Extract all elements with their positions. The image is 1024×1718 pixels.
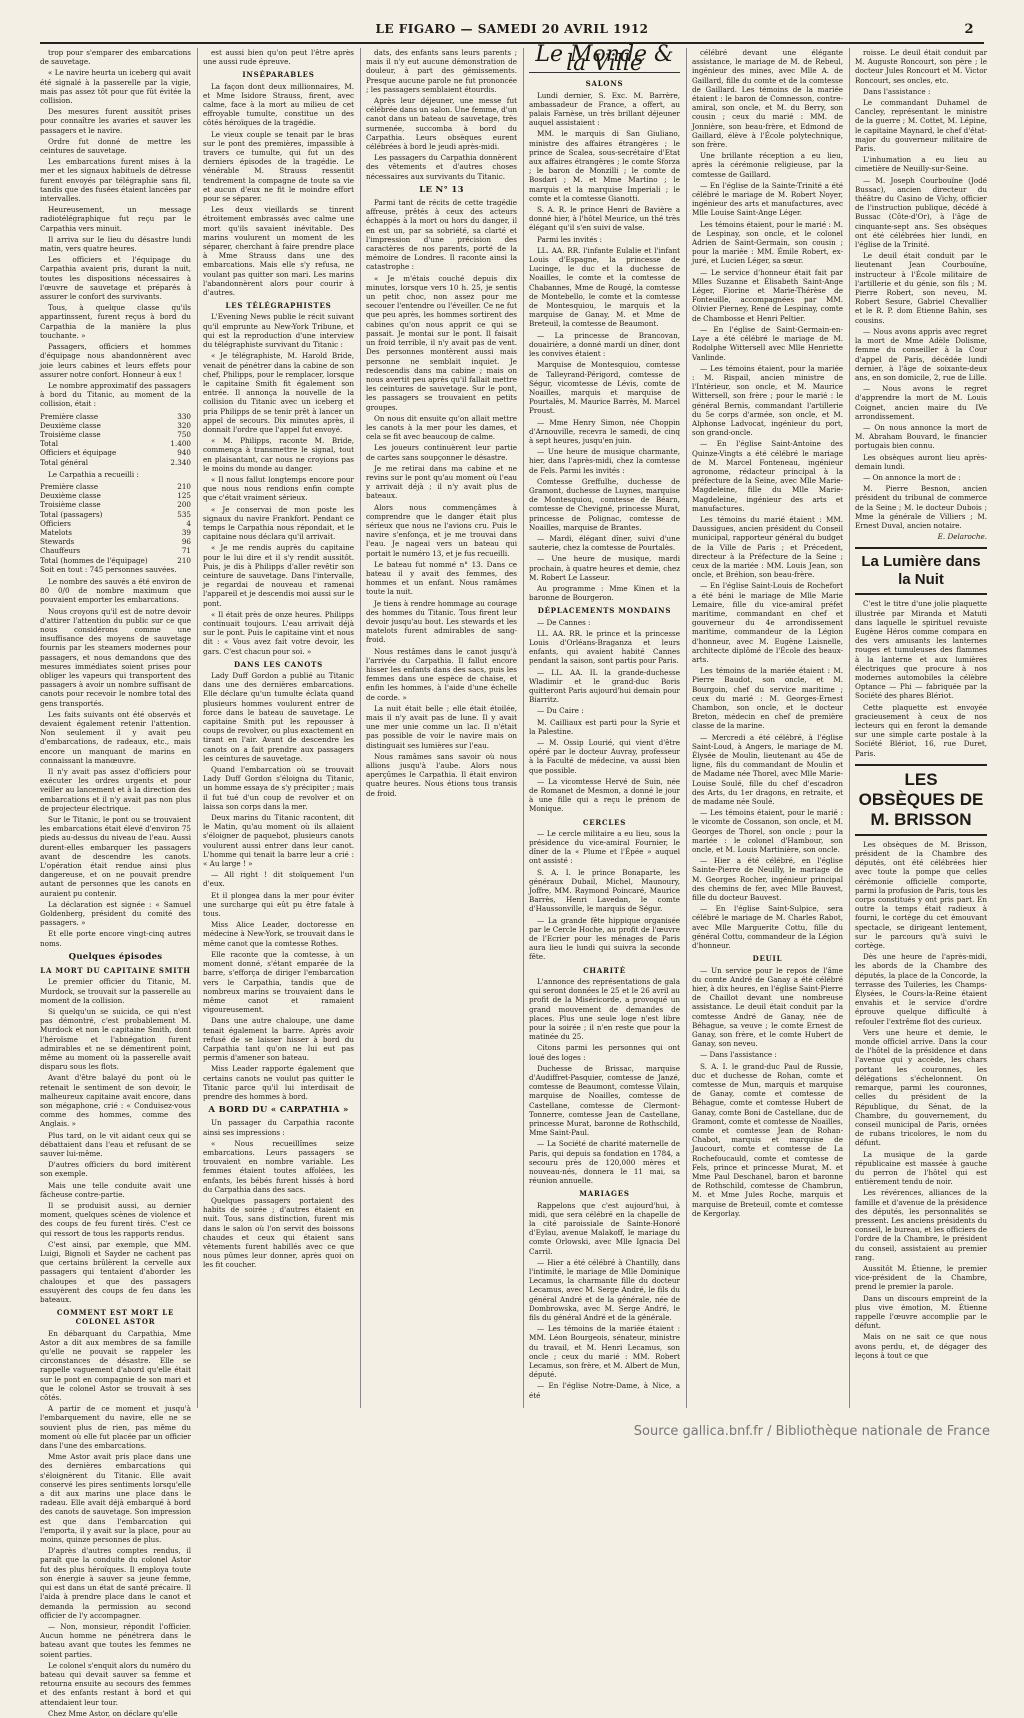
article-paragraph: « Il nous fallut longtemps encore pour que nous nous rendions enfin compte que c'était vraiment sérieux. xyxy=(203,474,354,503)
article-paragraph: Le premier officier du Titanic, M. Murdock, se trouvait sur la passerelle au moment de la collision. xyxy=(40,977,191,1005)
column-rule xyxy=(849,48,850,1408)
article-paragraph: — On nous annonce la mort de M. Abraham Bouvard, le financier portugais bien connu. xyxy=(855,422,987,451)
article-paragraph: Chez Mme Astor, on déclare qu'elle xyxy=(48,1708,178,1718)
article-paragraph: Le nombre approximatif des passagers à bord du Titanic, au moment de la collision, était : xyxy=(40,380,191,409)
article-paragraph: Aussitôt M. Étienne, le premier vice-président de la Chambre, prend le premier la parole. xyxy=(855,1263,987,1292)
article-paragraph: S. A. R. le prince Henri de Bavière a donné hier, à l'hôtel Meurice, un thé très élégant qu'il s'en suivi de valse. xyxy=(529,205,680,233)
article-paragraph: Parmi les invités : xyxy=(537,234,602,244)
article-paragraph: Les témoins étaient, pour le marié : M. de Lespinay, son oncle, et le colonel Adrien de Saint-Germain, son cousin ; pour la mariée : MM. Émile Robert, ex-juré, et Lucien Léger, sa sœur. xyxy=(692,219,843,266)
article-paragraph: Nous restâmes dans le canot jusqu'à l'arrivée du Carpathia. Il fallut encore hisser les enfants dans des sacs, puis les femmes dans une espèce de chaise, et enfin les hommes, à l'aide d'une échelle de corde. » xyxy=(366,646,517,702)
boxed-title-brisson xyxy=(855,764,987,836)
article-paragraph: Je tiens à rendre hommage au courage des hommes du Titanic. Tous firent leur devoir jusqu'au bout. Les stewards et les matelots furent admirables de sang-froid. xyxy=(366,598,517,645)
article-paragraph: MM. le marquis di San Giuliano, ministre des affaires étrangères ; le prince de Scalea, sous-secrétaire d'Etat aux affaires étrangères ; le comte Sforza ; le baron de Monzilli ; le comte de Bosdari ; M. et Mme Martino ; le marquis et la marquise Imperiali ; le comte et la comtesse Gianotti. xyxy=(529,129,680,203)
article-paragraph: Dans l'assistance : xyxy=(863,86,931,96)
article-paragraph: L'annonce des représentations de gala qui seront données le 25 et le 26 avril au profit de la Miséricorde, a provoqué un grand mouvement de demandes de places. Plus une seule loge n'est libre pour la soirée ; il n'en reste que pour la matinée du 25. xyxy=(529,976,680,1042)
article-paragraph: — La Société de charité maternelle de Paris, qui depuis sa fondation en 1784, a secouru près de 120,000 mères et nouveau-nés, donnera le 11 mai, sa réunion annuelle. xyxy=(529,1139,680,1186)
article-paragraph: Marquise de Montesquiou, comtesse de Talleyrand-Périgord, comtesse de Ségur, vicomtesse de Lévis, comte de Noailles, marquis et marquise de Pourtalès, M. Maurice Barrès, M. Marcel Proust. xyxy=(529,360,680,416)
article-paragraph: La nuit était belle ; elle était étoilée, mais il n'y avait pas de lune. Il y avait une mer unie comme un lac. Il n'était pas possible de voir le navire mais on distinguait ses lumières sur l'eau. xyxy=(366,703,517,750)
article-paragraph: Et elle porte encore vingt-cinq autres noms. xyxy=(40,929,191,948)
article-paragraph: — En l'église de Saint-Germain-en-Laye a été célébré le mariage de M. Rodolphe Wittersell avec Mlle Henriette Vanlinde. xyxy=(692,324,843,362)
stats-value: 96 xyxy=(181,537,191,547)
article-paragraph: — Dans l'assistance : xyxy=(700,1050,777,1060)
article-paragraph: Des mesures furent aussitôt prises pour connaître les avaries et sauver les passagers et le navire. xyxy=(40,107,191,135)
stats-value: 71 xyxy=(181,546,191,556)
article-paragraph: — En l'église Saint-Antoine des Quinze-Vingts a été célébré le mariage de M. Marcel Fonteneau, ingénieur agronome, rédacteur principal à la préfecture de la Seine, avec Mlle Marie-Magdeleine, fille du Mlle Marie-Magdeleine, ingénieur des arts et manufactures. xyxy=(692,439,843,513)
stats-value: 125 xyxy=(177,491,191,501)
source-footer: Source gallica.bnf.fr / Bibliothèque nationale de France xyxy=(633,1424,990,1439)
column-5 xyxy=(692,48,843,1408)
article-paragraph: — La grande fête hippique organisée par le Cercle Hoche, au profit de l'œuvre de l'Ecrier pour les ménages de Paris aura lieu le lundi qui suivra la seconde fête. xyxy=(529,915,680,962)
boxed-title-lumiere xyxy=(855,547,987,595)
article-paragraph: — All right ! dit stoïquement l'un d'eux. xyxy=(203,870,354,889)
article-paragraph: — Nous avons le regret d'apprendre la mort de M. Louis Coignet, ancien maire du IVe arrondissement. xyxy=(855,384,987,421)
article-paragraph: Il arriva sur le lieu du désastre lundi matin, vers quatre heures. xyxy=(40,234,191,254)
article-paragraph: LL. AA. RR. l'infante Eulalie et l'infant Louis d'Espagne, la princesse de Lucinge, le duc et la duchesse de Noailles, le comte et la comtesse de Chabannes, Mme de Rougé, la comtesse de Montebello, le comte et la comtesse de Montesquiou, le marquis et la marquise de Ganay, M. et Mme de Breteuil, la comtesse de Beaumont. xyxy=(529,245,680,329)
article-paragraph: — Hier a été célébré à Chantilly, dans l'intimité, le mariage de Mlle Dominique Lecamus, la charmante fille du docteur Lecamus, avec M. Serge André, le fils du général André et de la générale, née de Dombrowska, avec M. Serge André, le fils du général André et de la générale. xyxy=(529,1257,680,1322)
article-paragraph: Après leur déjeuner, une messe fut célébrée dans un salon. Une femme, d'un canot dans un bateau de sauvetage, très surmenée, succomba à bord du Carpathia. Leurs obsèques eurent célébrées à bord le jeudi après-midi. xyxy=(366,96,517,152)
stats-label: Deuxième classe xyxy=(40,491,101,501)
article-paragraph: C'est le titre d'une jolie plaquette illustrée par Miranda et Matuti dans laquelle le spirituel revuiste Eugène Héros comme compara en des vers amusants les lanternes rouges et tumuleuses des flammes à la lanterne et aux lumières électriques que procure à nos modernes automobiles la célèbre Optance — Phi — fabriquée par la Société des phares Blériot. xyxy=(855,599,987,701)
stats-row xyxy=(40,421,191,430)
article-paragraph: « Je conservai de mon poste les signaux du navire Frankfort. Pendant ce temps le Carpathia nous répondait, et le capitaine nous déclara qu'il arrivait. xyxy=(203,504,354,542)
heading-deuil: DEUIL xyxy=(752,954,783,964)
article-paragraph: Au programme : Mme Kinen et la baronne de Bourgeron. xyxy=(529,583,680,603)
article-paragraph: Le colonel s'enquit alors du numéro du bateau qui devait sauver sa femme et retourna ensuite au secours des femmes et des enfants restant à bord et qui attendaient leur tour. xyxy=(40,1660,191,1707)
article-paragraph: — En l'église Saint-Louis de Rochefort a été béni le mariage de Mlle Marie Lemaire, fille du vice-amiral préfet maritime, commandant en chef et gouverneur du 4e arrondissement maritime, commandeur de la Légion d'honneur, avec M. Eugène Laisnelle, architecte diplômé de l'École des beaux-arts. xyxy=(692,581,843,664)
article-paragraph: — Le service d'honneur était fait par Mlles Suzanne et Élisabeth Saint-Ange Léger, Fiorine et Marie-Thérèse de Fonteuille, accompagnées par MM. Olivier Pierney, René de Lespinay, comte de Chambosse et Henri Peltier. xyxy=(692,267,843,323)
article-paragraph: La musique de la garde républicaine est massée à gauche du perron de l'hôtel qui est entièrement tendu de noir. xyxy=(855,1149,987,1187)
stats-label: Première classe xyxy=(40,411,99,421)
article-paragraph: Mais une telle conduite avait une fâcheuse contre-partie. xyxy=(40,1180,191,1199)
heading-le13: LE N° 13 xyxy=(419,184,464,195)
article-paragraph: — La princesse de Brancovan, douairière, a donné mardi un dîner, dont les convives étaient : xyxy=(529,330,680,359)
article-paragraph: — Un service pour le repos de l'âme du comte André de Ganay a été célébré hier, à dix heures, en l'église Saint-Pierre de Chaillot devant une nombreuse assistance. Le deuil était conduit par la comtesse André de Ganay, née de Béhague, sa veuve ; le comte Ernest de Ganay, son frère, et le comte Hubert de Ganay, son neveu. xyxy=(692,965,843,1049)
article-paragraph: Le bateau fut nommé n° 13. Dans ce bateau il y avait des femmes, des hommes et un enfant. Nous ramâmes toute la nuit. xyxy=(366,559,517,597)
article-paragraph: Rappelons que c'est aujourd'hui, à midi, que sera célébré en la chapelle de la cité paroissiale de Sainte-Honoré d'Eylau, avenue Malakoff, le mariage du comte Orlowski, avec Mlle Ignacia Del Carril. xyxy=(529,1200,680,1256)
article-paragraph: La façon dont deux millionnaires, M. et Mme Isidore Strauss, firent, avec calme, face à la mort au milieu de cet effroyable tumulte, constitue un des côtés héroïques de la tragédie. xyxy=(203,81,354,128)
article-paragraph: « Nous recueillîmes seize embarcations. Leurs passagers se trouvaient en nombre variable. Les femmes étaient toutes affolées, les enfants, les bébés furent hissés à bord du Carpathia dans des sacs. xyxy=(203,1138,354,1194)
article-paragraph: Heureusement, un message radiotélégraphique fut reçu par le Carpathia vers minuit. xyxy=(40,205,191,233)
heading-carpathia: A BORD DU « CARPATHIA » xyxy=(208,1105,349,1116)
article-paragraph: Sur le Titanic, le pont ou se trouvaient les embarcations était élevé d'environ 75 pieds au-dessus du niveau de l'eau. Aussi durent-elles embarquer les passagers avant de descendre les canots. L'opération était rendue ainsi plus dangereuse, et on ne pouvait prendre autant de personnes que les canots en auraient pu contenir. xyxy=(40,815,191,898)
article-paragraph: A partir de ce moment et jusqu'à l'embarquement du navire, elle ne se souvient plus de rien, pas même du moment où elle fut placée par un officier dans l'une des embarcations. xyxy=(40,1404,191,1451)
heading-telegraphistes: LES TÉLÉGRAPHISTES xyxy=(225,301,332,311)
article-paragraph: Nous croyons qu'il est de notre devoir d'attirer l'attention du public sur ce que nous considérons comme une insuffisance des moyens de sauvetage fournis par les steamers modernes pour passagers, et nous demandons que des mesures immédiates soient prises pour obliger les vapeurs qui transportent des passagers à avoir un nombre suffisant de canots pour recevoir le nombre total des gens transportés. xyxy=(40,606,191,708)
article-paragraph: Le commandant Duhamel de Cancley, représentant le ministre de la guerre ; M. Cottet, M. Lépine, le capitaine Maynard, le chef d'état-major du gouverneur militaire de Paris. xyxy=(855,98,987,154)
article-paragraph: — Non, monsieur, répondit l'officier. Aucun homme ne pénétrera dans le bateau avant que toutes les femmes ne soient parties. xyxy=(40,1621,191,1659)
article-paragraph: On nous dit ensuite qu'on allait mettre les canots à la mer pour les dames, et cela se fit avec beaucoup de calme. xyxy=(366,413,517,442)
article-paragraph: — Nous avons appris avec regret la mort de Mme Adèle Dolisme, femme du conseiller à la Cour d'appel de Paris, décédée lundi dernier, à l'âge de soixante-deux ans, en son domicile, 2, rue de Lille. xyxy=(855,326,987,382)
stats-label: Troisième classe xyxy=(40,429,101,439)
article-paragraph: Ordre fut donné de mettre les ceintures de sauvetage. xyxy=(40,136,191,156)
article-paragraph: Les témoins de la mariée étaient : M. Pierre Baudot, son oncle, et M. Bourgoin, chef du service maritime ; ceux du marié : M. Georges-Ernest Chambon, son oncle, et le docteur Breton, médecin en chef de première classe de la marine. xyxy=(692,666,843,731)
heading-mort-smith: LA MORT DU CAPITAINE SMITH xyxy=(40,966,191,976)
article-paragraph: S. A. I. le prince Bonaparte, les généraux Dubail, Michel, Maunoury, Joffre, MM. Raymond Poincaré, Maurice Barrès, Henri Lavedan, le comte d'Haussonville, le marquis de Ségur. xyxy=(529,867,680,914)
column-6 xyxy=(855,48,987,1408)
article-paragraph: M. Cailliaux est parti pour la Syrie et la Palestine. xyxy=(529,717,680,736)
article-paragraph: « Je m'étais couché depuis dix minutes, lorsque vers 10 h. 25, je sentis un petit choc, non assez pour me secouer l'entendre ou l'éveiller. Ce ne fut que peu après, les hommes sortirent des cabines qu'on nous apprit ce qui se passait. Je montai sur le pont. Il faisait un froid terrible, il n'y avait pas de vent. Des personnes montèrent aussi mais personne ne semblait inquiet. Je redescendis dans ma cabine ; mais on nous avertit peu après qu'il fallait mettre les ceintures de sauvetage. Sur le pont, les passagers se trouvaient en petits groupes. xyxy=(366,273,517,412)
article-paragraph: — En l'église Saint-Sulpice, sera célébré le mariage de M. Charles Rabot, avec Mlle Marguerite Cottu, fille du général Cottu, commandeur de la Légion d'honneur. xyxy=(692,904,843,951)
article-paragraph: L'Evening News publie le récit suivant qu'il emprunte au New-York Tribune, et qui est la reproduction d'une interview du télégraphiste survivant du Titanic : xyxy=(203,312,354,350)
column-4 xyxy=(529,42,680,1408)
column-1 xyxy=(40,48,191,1718)
heading-charite: CHARITÉ xyxy=(583,965,626,975)
article-paragraph: C'est ainsi, par exemple, que MM. Luigi, Bignoli et Sayder ne cachent pas que certains brûlèrent la cervelle aux passagers qui tentaient d'aborder les chaloupes et que des passagers essuyèrent des coups de feu dans les bateaux. xyxy=(40,1239,191,1304)
article-paragraph: Les passagers du Carpathia donnèrent des vêtements et d'autres choses nécessaires aux survivants du Titanic. xyxy=(366,153,517,181)
stats-label: Première classe xyxy=(40,481,99,491)
article-paragraph: Les témoins du marié étaient : MM. Daussigues, ancien président du Conseil municipal, rapporteur général du budget de la Ville de Paris ; et Précedent, directeur à la Préfecture de la Seine ; ceux de la mariée : MM. Louis Jean, son oncle, et Bréhion, son beau-frère. xyxy=(692,514,843,580)
stats-label: Total xyxy=(40,439,59,449)
signature: E. Delaroche. xyxy=(937,532,987,542)
column-rule xyxy=(686,48,687,1408)
article-paragraph: Citons parmi les personnes qui ont loué des loges : xyxy=(529,1043,680,1062)
stats-row xyxy=(40,546,191,555)
article-paragraph: Les révérences, alliances de la famille et d'avenue de la présidence des députés, les personnalités se pressent. Les anciens présidents du conseil, le bureau, et les officiers de l'ordre de la Chambre, le président du conseil, assistaient au premier rang. xyxy=(855,1188,987,1262)
article-paragraph: — Hier a été célébré, en l'église Sainte-Pierre de Neuilly, le mariage de M. Georges Rocher, ingénieur principal des chemins de fer, avec Mlle Bauvest, fille du docteur Bauvest. xyxy=(692,856,843,903)
article-paragraph: Miss Leader rapporte également que certains canots ne voulut pas quitter le Titanic parce qu'il lui interdisait de prendre des hommes à bord. xyxy=(203,1064,354,1101)
column-3 xyxy=(366,48,517,1408)
page-header xyxy=(40,18,984,40)
article-paragraph: Quelques passagers portaient des habits de soirée ; d'autres étaient en nuit. Tous, sans distinction, furent mis dans le salon où l'on servit des boissons chaudes et ceux qui étaient sans vêtements furent habillés avec ce que nous pûmes leur donner, après quoi on les fit coucher. xyxy=(203,1195,354,1270)
stats-row xyxy=(40,448,191,457)
stats-row xyxy=(40,458,191,467)
article-paragraph: — Mme Henry Simon, née Choppin d'Arnouville, recevra le samedi, de cinq à sept heures, jusqu'en juin. xyxy=(529,417,680,445)
article-paragraph: « Il était près de onze heures. Philipps continuait toujours. L'eau arrivait déjà sur le pont. Puis le capitaine vint et nous dit : « Vous avez fait votre devoir, les gars. C'est chacun pour soi. » xyxy=(203,609,354,656)
article-paragraph: D'autres officiers du bord imitèrent son exemple. xyxy=(40,1160,191,1179)
masthead: LE FIGARO — SAMEDI 20 AVRIL 1912 xyxy=(375,22,649,36)
article-paragraph: — En l'église de la Sainte-Trinité a été célébré le mariage de M. Robert Noyer, ingénieur des arts et manufactures, avec Mlle Louise Saint-Ange Léger. xyxy=(692,180,843,218)
article-paragraph: — Une heure de musique, mardi prochain, à quatre heures et demie, chez M. Robert Le Lasseur. xyxy=(529,554,680,582)
article-paragraph: Comtesse Greffulhe, duchesse de Gramont, duchesse de Luynes, marquise de Montesquiou, comtesse de Béarn, comtesse de Chevigné, princesse Murat, princesse de Polignac, comtesse de Noailles, marquise de Brantes. xyxy=(529,476,680,532)
article-paragraph: trop pour s'emparer des embarcations de sauvetage. xyxy=(40,48,191,67)
stats-intro: Le Carpathia a recueilli : xyxy=(48,469,139,479)
article-paragraph: Elle raconte que la comtesse, à un moment donné, s'étant emparée de la barre, s'efforça de diriger l'embarcation vers le Carpathia, tandis que de nombreux marins se trouvaient dans le même canot et ramaient vigoureusement. xyxy=(203,949,354,1015)
article-paragraph: L'inhumation a eu lieu au cimetière de Neuilly-sur-Seine. xyxy=(855,155,987,174)
article-paragraph: Vers une heure et demie, le monde officiel arrive. Dans la cour de l'hôtel de la présidence et dans l'avenue qui y accède, les chars portant les couronnes, les délégations s'échelonnent. On remarque, parmi les couronnes, celles du président de la République, du Sénat, de la Chambre, du gouvernement, du conseil municipal de Paris, ornées de rubans tricolores, le nom du défunt. xyxy=(855,1027,987,1148)
stats-label: Stewards xyxy=(40,537,75,547)
article-paragraph: Duchesse de Brissac, marquise d'Audiffret-Pasquier, comtesse de Janzé, comtesse de Beaumont, comtesse Vilain, marquise de Noailles, comtesse de Castellane, comtesse de Clermont-Tonnerre, comtesse Jean de Castellane, princesse Murat, baronne de Rothschild, Mme Saint-Paul. xyxy=(529,1063,680,1138)
article-paragraph: — Les témoins de la mariée étaient : MM. Léon Bourgeois, sénateur, ministre du travail, et M. Henri Lecamus, son oncle ; ceux du marié : MM. Robert Lecamus, son frère, et M. Albert de Mun, député. xyxy=(529,1324,680,1380)
article-paragraph: Parmi tant de récits de cette tragédie affreuse, prêtés à ceux des acteurs échappés à la mort ou hors du danger, il en est un, par sa sobriété, sa clarté et l'impression d'une précision des caractères de nos parents, porté de la mémoire de Londres. Il raconte ainsi la catastrophe : xyxy=(366,198,517,272)
article-paragraph: Passagers, officiers et hommes d'équipage nous abandonnèrent avec joie leurs cabines et leurs effets pour assurer notre confort. Honneur à eux ! xyxy=(40,342,191,379)
article-paragraph: Nous ramâmes sans savoir où nous allions jusqu'à l'aube. Alors nous aperçûmes le Carpathia. Il était environ quatre heures. Nous étions tous transis de froid. xyxy=(366,751,517,798)
stats-row xyxy=(40,510,191,519)
article-paragraph: « Le navire heurta un iceberg qui avait été signalé à la passerelle par la vigie, mais pas assez tôt pour que fût évitée la collision. xyxy=(40,68,191,106)
stats-row xyxy=(40,482,191,491)
article-paragraph: — M. Joseph Courbouïne (Jodé Bussac), ancien directeur du théâtre du Casino de Vichy, officier de l'instruction publique, décédé à Bussac (Côte-d'Or), à l'âge de cinquante-sept ans. Ses obsèques ont été célébrées hier lundi, en l'église de la Trinité. xyxy=(855,175,987,250)
article-paragraph: Les obsèques de M. Brisson, président de la Chambre des députés, ont été célébrées hier avec toute la pompe que celles cérémonie officielle comporte, parmi la profusion de Paris, tous les corps constitués y ont pris part. En outre la temps était radieux à fourni, le cortège du cet émouvant spectacle, se dirigeant lentement, sur le parcours qu'à suivi le cortège. xyxy=(855,839,987,951)
heading-mariages: MARIAGES xyxy=(579,1189,630,1199)
article-paragraph: D'après d'autres comptes rendus, il paraît que la conduite du colonel Astor fut des plus héroïques. Il employa toute son énergie à sauver sa jeune femme, qui est dans un état de santé précaire. Il l'aida à prendre place dans le canot et demanda la permission au second officier de l'y accompagner. xyxy=(40,1546,191,1620)
article-paragraph: Deux marins du Titanic racontent, dit le Matin, qu'au moment où ils allaient s'éloigner de paquebot, plusieurs canots voulurent aussi entrer dans leur canot. L'homme qui tenait la barre leur a crié : « Au large ! » xyxy=(203,813,354,869)
article-paragraph: — Mardi, élégant dîner, suivi d'une sauterie, chez la comtesse de Pourtalès. xyxy=(529,533,680,553)
article-paragraph: — Le cercle militaire a eu lieu, sous la présidence du vice-amiral Fournier, le dîner de la « Plume et l'Épée » auquel ont assisté : xyxy=(529,828,680,866)
article-paragraph: Plus tard, on le vit aidant ceux qui se débattaient dans l'eau et refusant de se sauver lui-même. xyxy=(40,1130,191,1158)
heading-episodes: Quelques épisodes xyxy=(68,951,163,962)
section-title-monde-ville: Le Monde & la Ville xyxy=(529,50,680,73)
stats-row xyxy=(40,439,191,448)
article-paragraph: Les joueurs continuèrent leur partie de cartes sans soupçonner le désastre. xyxy=(366,443,517,462)
column-rule xyxy=(360,48,361,1408)
article-paragraph: Il n'y avait pas assez d'officiers pour exécuter les ordres urgents et pour veiller au lancement et à la direction des embarcations et il n'y avait pas non plus de projecteur électrique. xyxy=(40,767,191,813)
article-paragraph: Cette plaquette est envoyée gracieusement à ceux de nos lecteurs qui en feront la demande sur une simple carte postale à la Société Blériot, 16, rue Duret, Paris. xyxy=(855,702,987,758)
article-paragraph: — En l'église Notre-Dame, à Nice, a été xyxy=(529,1381,680,1400)
article-paragraph: Les deux vieillards se tinrent étroitement embrassés avec calme une mort qu'ils savaient inévitable. Des marins voulurent un moment de les séparer, cherchant à faire prendre place à Mme Strauss dans une des embarcations. Mais elle s'y refusa, ne voulant pas quitter son mari. Les marins l'abandonnèrent alors pour courir à d'autres. xyxy=(203,205,354,298)
article-paragraph: « Je me rendis auprès du capitaine pour le lui dire et il s'y rendit aussitôt. Puis, je dis à Philipps d'aller revêtir son ceinture de sauvetage. Dans l'intervalle, je regardai de nouveau et ramenai l'appareil et je descendis moi aussi sur le pont. xyxy=(203,543,354,608)
article-paragraph: Une brillante réception a eu lieu, après la cérémonie religieuse, par la comtesse de Gaillard. xyxy=(692,151,843,179)
heading-salons: SALONS xyxy=(585,79,624,89)
article-paragraph: célébré devant une élégante assistance, le mariage de M. de Rebeul, ingénieur des mines, avec Mlle A. de Gaillard, fille du comte et de la comtesse de Gaillard. Les témoins de la mariée étaient : le baron de Comnesson, contre-amiral, son oncle, et M. du Berry, son cousin ; ceux du marié : MM. de Jonnière, son beau-frère, et Edmond de Gaillard, élève à l'École polytechnique, son frère. xyxy=(692,48,843,150)
lumiere-title: La Lumière dans la Nuit xyxy=(861,553,981,589)
page-number: 2 xyxy=(964,21,974,37)
heading-deplacements: DÉPLACEMENTS MONDAINS xyxy=(537,606,672,616)
article-paragraph: S. A. I. le grand-duc Paul de Russie, duc et duchesse de Rohan, comte et comtesse de Mun, marquis et marquise de Ganay, comte et comtesse de Béhague, comte et comtesse Hubert de Ganay, comte Boni de Castellane, duc de Gramont, comte et comtesse de Noailles, comte et comtesse Jean de Rohan-Chabot, marquis et marquise de Jaucourt, comte et comtesse de La Rochefoucauld, comte et comtesse de Fels, prince et princesse Murat, M. et Mme Paul Deschanel, baron et baronne de Rothschild, comtesse de Chambrun, M. et Mme Jules Roche, marquis et marquise de Breteuil, comte et comtesse de Kergorlay. xyxy=(692,1061,843,1218)
article-paragraph: Un passager du Carpathia raconte ainsi ses impressions : xyxy=(203,1118,354,1137)
article-paragraph: — M. Ossip Lourié, qui vient d'être opéré par le docteur Auvray, professeur à la Faculté de médecine, va aussi bien que possible. xyxy=(529,738,680,775)
heading-cercles: CERCLES xyxy=(582,817,627,827)
article-paragraph: Tous, à quelque classe qu'ils appartinssent, furent reçus à bord du Carpathia de la manière la plus touchante. » xyxy=(40,303,191,340)
article-paragraph: — Les témoins étaient, pour le marié : le vicomte de Cossanon, son oncle, et M. Georges de Thorel, son oncle ; pour la mariée : le colonel d'Hambour, son oncle, et M. Louis Martinière, son oncle. xyxy=(692,808,843,855)
stats-label: Officiers et équipage xyxy=(40,448,117,458)
stats-value: 200 xyxy=(177,500,191,510)
article-paragraph: La déclaration est signée : « Samuel Goldenberg, président du comité des passagers. » xyxy=(40,899,191,928)
article-paragraph: — LL. AA. IL la grande-duchesse Wladimir et le grand-duc Boris quitteront Paris aujourd'hui demain pour Biarritz. xyxy=(529,667,680,705)
article-paragraph: « Je télégraphiste, M. Harold Bride, venait de pénétrer dans la cabine de son chef, Philipps, pour le remplacer, lorsque le capitaine Smith fit également son entrée. Il annonça la nouvelle de la collision du Titanic avec un iceberg et pria Philipps de se tenir prêt à lancer un appel de secours. Dix minutes après, il donnait l'ordre que l'appel fut envoyé. xyxy=(203,351,354,434)
heading-inseparables: INSÉPARABLES xyxy=(242,70,315,80)
article-paragraph: « M. Philipps, raconte M. Bride, commença à transmettre le signal, tout en plaisantant, car nous ne croyions pas le moins du monde au danger. xyxy=(203,436,354,473)
column-rule xyxy=(523,48,524,1408)
stats-value: 1.400 xyxy=(170,439,191,449)
stats-value: 2.340 xyxy=(170,457,191,467)
article-paragraph: Alors nous commençâmes à comprendre que le danger était plus sérieux que nous ne l'avions cru. Puis le navire s'enfonça, et je me trouvai dans l'eau. Je nageai vers un bateau qui portait le numéro 13, et je fus recueilli. xyxy=(366,502,517,558)
article-paragraph: Dans une autre chaloupe, une dame tenait également la barre. Après avoir refusé de se laisser hisser à bord du Carpathia tant qu'on ne lui eut pas permis d'amener son bateau. xyxy=(203,1016,354,1063)
article-paragraph: Et il plongea dans la mer pour éviter une surcharge qui eût pu être fatale à tous. xyxy=(203,890,354,919)
stats-row xyxy=(40,537,191,546)
stats-table-2 xyxy=(40,482,191,574)
column-rule xyxy=(197,48,198,1408)
article-paragraph: LL. AA. RR. le prince et la princesse Louis d'Orléans-Braganza et leurs enfants, qui avaient habité Cannes pendant la saison, sont partis pour Paris. xyxy=(529,628,680,666)
article-paragraph: — Mercredi a été célébré, à l'église Saint-Loud, à Angers, le mariage de M. Élysée de Moulin, lieutenant au 45e de ligne, fils du commandant de Moulin et de Madame née Thorel, avec Mlle Marie-Louise Soulé, fille du chef d'escadron des Arts, du 1er dragons, en retraite, et de madame née Soulé. xyxy=(692,732,843,807)
stats-value: 940 xyxy=(177,448,191,458)
stats-row xyxy=(40,430,191,439)
heading-canots: DANS LES CANOTS xyxy=(234,659,323,669)
article-paragraph: — Du Caire : xyxy=(537,706,584,716)
article-paragraph: Lundi dernier, S. Exc. M. Barrère, ambassadeur de France, a offert, au palais Farnèse, un très brillant déjeuner auquel assistaient : xyxy=(529,90,680,128)
article-paragraph: M. Pierre Besnon, ancien président du tribunal de commerce de la Seine ; M. le docteur Dubois ; Mme la générale de Villiers ; M. Ernest Duval, ancien notaire. xyxy=(855,484,987,530)
article-paragraph: Les faits suivants ont été observés et devaient également retenir l'attention. Non seulement il y avait peu d'embarcations, de radeaux, etc., mais encore un manquant de marins en connaissant la manœuvre. xyxy=(40,709,191,765)
article-paragraph: Les officiers et l'équipage du Carpathia avaient pris, durant la nuit, toutes les dispositions nécessaires à l'œuvre de sauvetage et préparés à assurer le confort des survivants. xyxy=(40,255,191,302)
stats-value: 330 xyxy=(177,411,191,421)
article-paragraph: Si quelqu'un se suicida, ce qui n'est pas démontré, c'est probablement M. Murdock et non le capitaine Smith, dont l'héroïsme et l'abnégation furent admirables et ne se démentirent point, même au moment où la passerelle avait disparu sous les flots. xyxy=(40,1006,191,1072)
stats-row xyxy=(40,519,191,528)
article-paragraph: Les obsèques auront lieu après-demain lundi. xyxy=(855,452,987,471)
article-paragraph: Dans un discours empreint de la plus vive émotion, M. Étienne rappelle l'œuvre accomplie par le défunt. xyxy=(855,1293,987,1331)
stats-row xyxy=(40,412,191,421)
article-paragraph: — Les témoins étaient, pour la mariée : M. Rispail, ancien ministre de l'Intérieur, son oncle, et M. Maurice Wittersell, son frère ; pour le marié : le général Bernis, commandant l'artillerie du 5e corps d'armée, son oncle, et M. Alphonse Ladvocat, ingénieur du port, son grand-oncle. xyxy=(692,363,843,438)
stats-label: Total général xyxy=(40,457,89,467)
heading-astor: COMMENT EST MORT LE COLONEL ASTOR xyxy=(56,1308,175,1327)
article-paragraph: Lady Duff Gordon a publié au Titanic dans une des dernières embarcations. Elle déclare qu'un tumulte éclata quand plusieurs hommes voulurent entrer de force dans le bateau de sauvetage. Le capitaine Smith put les repousser à coups de revolver, ou plus exactement en tirant en l'air. Avant de descendre les canots on a fait prendre aux passagers les ceintures de sauvetage. xyxy=(203,671,354,763)
article-paragraph: Mme Astor avait pris place dans une des dernières embarcations qui s'éloignèrent du Titanic. Elle avait conservé les pires sentiments lorsqu'elle a dit aux marins une place dans le radeau. Elle avait déjà embarqué à bord des canots de sauvetage. Son impression est que dans l'embarcation qui l'emporta, il y avait sur la place, pour au moins, quinze personnes de plus. xyxy=(40,1452,191,1545)
stats-row xyxy=(40,528,191,537)
stats-value: 210 xyxy=(177,555,191,565)
stats-label: Soit en tout : 745 personnes sauvées. xyxy=(40,564,177,574)
stats-row xyxy=(40,500,191,509)
stats-value: 320 xyxy=(177,420,191,430)
article-paragraph: En débarquant du Carpathia, Mme Astor a dit aux membres de sa famille qu'elle ne pouvait se rappeler les circonstances de désastre. Elle se rappelle vaguement d'abord qu'elle était sur le pont en compagnie de son mari et que le colonel Astor se trouvait à ses côtés. xyxy=(40,1328,191,1403)
article-paragraph: Dès une heure de l'après-midi, les abords de la Chambre des députés, la place de la Concorde, la terrasse des Tuileries, les Champs-Élysées, le Cours-la-Reine étaient envahis et le service d'ordre éprouve quelque difficulté à refouler l'extrême flot des curieux. xyxy=(855,952,987,1026)
article-paragraph: est aussi bien qu'on peut l'être après une aussi rude épreuve. xyxy=(203,48,354,67)
header-rule xyxy=(40,42,984,44)
stats-value: 4 xyxy=(186,518,191,528)
stats-value: 535 xyxy=(177,509,191,519)
article-paragraph: Les embarcations furent mises à la mer et les signaux habituels de détresse furent envoyés par télégraphie sans fil, tandis que des fusées étaient lancées par intervalles. xyxy=(40,157,191,204)
article-paragraph: Le nombre des sauvés a été environ de 80 0/0 de nombre maximum que pouvaient emporter les embarcations. xyxy=(40,576,191,605)
article-paragraph: Avant d'être balayé du pont où le retenait le sentiment de son devoir, le malheureux capitaine avait encore, dans son mégaphone, crié : « Conduisez-vous comme des hommes, comme des Anglais. » xyxy=(40,1073,191,1129)
article-paragraph: Il se produisit aussi, au dernier moment, quelques scènes de violence et des coups de feu furent tirés. C'est ce qui ressort de tous les rapports rendus. xyxy=(40,1200,191,1238)
brisson-title: LES OBSÈQUES DE M. BRISSON xyxy=(858,769,984,829)
article-paragraph: dats, des enfants sans leurs parents ; mais il n'y eut aucune démonstration de douleur, à part des gémissements. Presque aucune parole ne fut prononcée ; les passagers semblaient étourdis. xyxy=(366,48,517,94)
article-paragraph: Le deuil était conduit par le lieutenant Jean Courbouïne, instructeur à l'École militaire de l'artillerie et du génie, son fils ; M. Pierre Robert, son neveu, M. Robert Sesure, Gabriel Chevallier et le R. P. dom Etienne Bahin, ses cousins. xyxy=(855,251,987,325)
article-paragraph: — Une heure de musique charmante, hier, dans l'après-midi, chez la comtesse de Fels. Parmi les invités : xyxy=(529,447,680,475)
stats-value: 39 xyxy=(181,527,191,537)
stats-label: Total (passagers) xyxy=(40,509,103,519)
stats-label: Chauffeurs xyxy=(40,546,81,556)
stats-row xyxy=(40,565,191,574)
article-paragraph: Mais on ne sait ce que nous avons perdu, et, de dégager des leçons à tout ce que xyxy=(855,1332,987,1360)
article-paragraph: — On annonce la mort de : xyxy=(863,472,961,482)
article-paragraph: Je me retirai dans ma cabine et ne revins sur le pont qu'au moment où l'eau y arrivait déjà ; il n'y avait plus de bateaux. xyxy=(366,463,517,501)
stats-value: 750 xyxy=(177,429,191,439)
stats-label: Matelots xyxy=(40,527,72,537)
article-paragraph: Quand l'embarcation où se trouvait Lady Duff Gordon s'éloigna du Titanic, un homme essaya de s'y précipiter ; mais il fut tué d'un coup de revolver et on laissa son corps dans la mer. xyxy=(203,765,354,811)
stats-row xyxy=(40,556,191,565)
stats-label: Troisième classe xyxy=(40,500,101,510)
article-paragraph: — La vicomtesse Hervé de Suin, née de Romanet de Mesmon, a donné le jour à une fille qui a reçu le prénom de Monique. xyxy=(529,776,680,814)
article-paragraph: roisse. Le deuil était conduit par M. Auguste Roncourt, son père ; le docteur Jules Roncourt et M. Victor Roncourt, ses oncles, etc. xyxy=(855,48,987,85)
stats-label: Deuxième classe xyxy=(40,420,101,430)
article-paragraph: — De Cannes : xyxy=(537,617,591,627)
stats-row xyxy=(40,491,191,500)
stats-table-1 xyxy=(40,412,191,467)
column-2 xyxy=(203,48,354,1408)
stats-value: 210 xyxy=(177,481,191,491)
stats-label: Total (hommes de l'équipage) xyxy=(40,555,148,565)
stats-label: Officiers xyxy=(40,518,71,528)
article-paragraph: Le vieux couple se tenait par le bras sur le pont des premières, impassible à travers ce tumulte, qui fut un des derniers épisodes de la tragédie. Le vénérable M. Strauss ressentit tendrement la compagne de toute sa vie et aucun d'eux ne fit le moindre effort pour se séparer. xyxy=(203,129,354,204)
article-paragraph: Miss Alice Leader, doctoresse en médecine à New-York, se trouvait dans le même canot que la comtesse Rothes. xyxy=(203,920,354,948)
